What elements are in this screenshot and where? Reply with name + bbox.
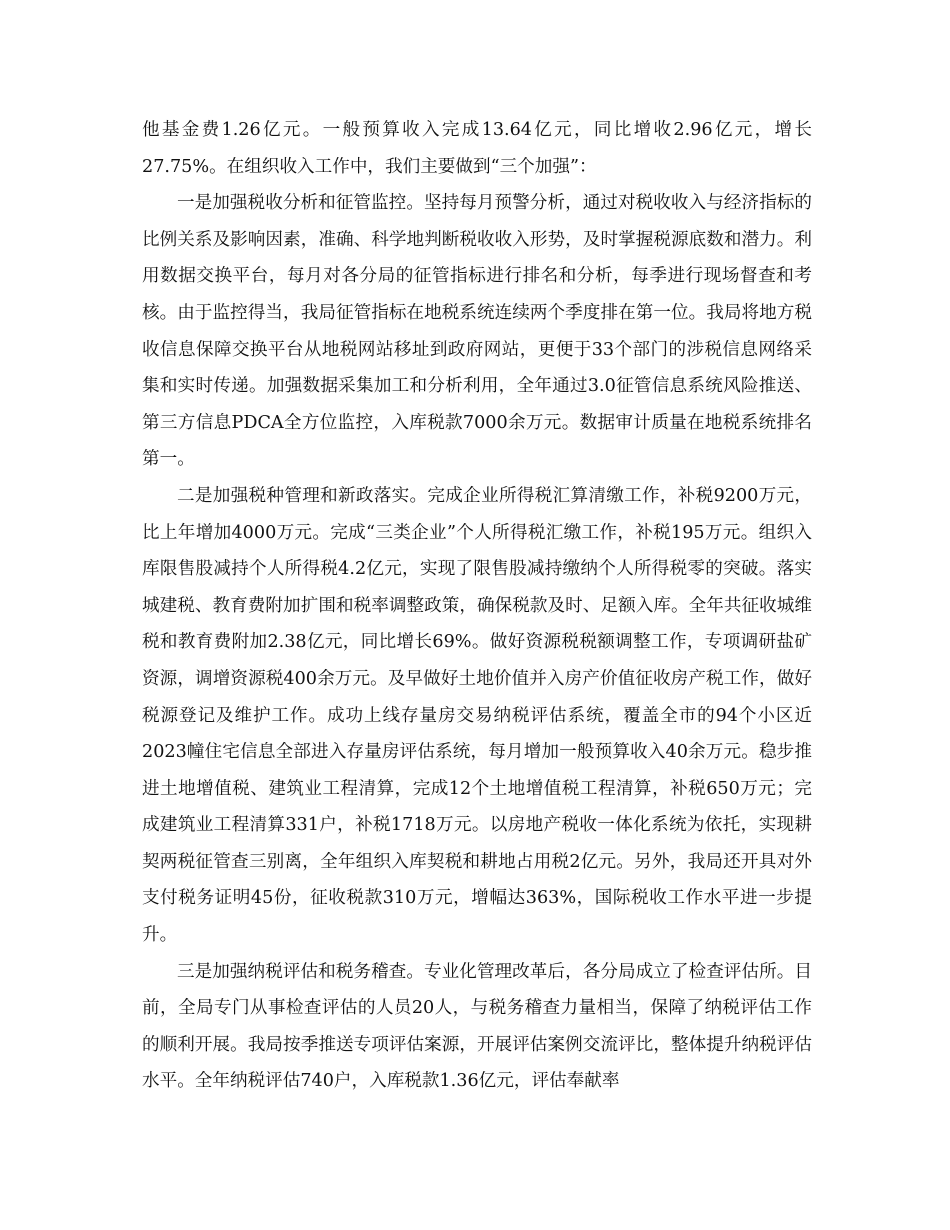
- document-body: [142, 112, 812, 1100]
- paragraph-continuation: 他基金费1.26亿元。一般预算收入完成13.64亿元，同比增收2.96亿元，增长27.75%。在组织收入工作中，我们主要做到“三个加强”：: [142, 120, 812, 177]
- paragraph-tax-analysis: 一是加强税收分析和征管监控。坚持每月预警分析，通过对税收收入与经济指标的比例关系及影响因素，准确、科学地判断税收收入形势，及时掌握税源底数和潜力。利用数据交换平台，每月对各分局的征管指标进行排名和分析，每季进行现场督查和考核。由于监控得当，我局征管指标在地税系统连续两个季度排在第一位。我局将地方税收信息保障交换平台从地税网站移址到政府网站，更便于33个部门的涉税信息网络采集和实时传递。加强数据采集加工和分析利用，全年通过3.0征管信息系统风险推送、第三方信息PDCA全方位监控，入库税款7000余万元。数据审计质量在地税系统排名第一。: [142, 193, 812, 470]
- paragraph-tax-management: 二是加强税种管理和新政落实。完成企业所得税汇算清缴工作，补税9200万元，比上年增加4000万元。完成“三类企业”个人所得税汇缴工作，补税195万元。组织入库限售股减持个人所得税4.2亿元，实现了限售股减持缴纳个人所得税零的突破。落实城建税、教育费附加扩围和税率调整政策，确保税款及时、足额入库。全年共征收城维税和教育费附加2.38亿元，同比增长69%。做好资源税税额调整工作，专项调研盐矿资源，调增资源税400余万元。及早做好土地价值并入房产价值征收房产税工作，做好税源登记及维护工作。成功上线存量房交易纳税评估系统，覆盖全市的94个小区近2023幢住宅信息全部进入存量房评估系统，每月增加一般预算收入40余万元。稳步推进土地增值税、建筑业工程清算，完成12个土地增值税工程清算，补税650万元；完成建筑业工程清算331户，补税1718万元。以房地产税收一体化系统为依托，实现耕契两税征管查三别离，全年组织入库契税和耕地占用税2亿元。另外，我局还开具对外支付税务证明45份，征收税款310万元，增幅达363%，国际税收工作水平进一步提升。: [142, 485, 812, 946]
- paragraph-tax-assessment: 三是加强纳税评估和税务稽查。专业化管理改革后，各分局成立了检查评估所。目前，全局专门从事检查评估的人员20人，与税务稽查力量相当，保障了纳税评估工作的顺利开展。我局按季推送专项评估案源，开展评估案例交流评比，整体提升纳税评估水平。全年纳税评估740户，入库税款1.36亿元，评估奉献率: [142, 961, 812, 1092]
